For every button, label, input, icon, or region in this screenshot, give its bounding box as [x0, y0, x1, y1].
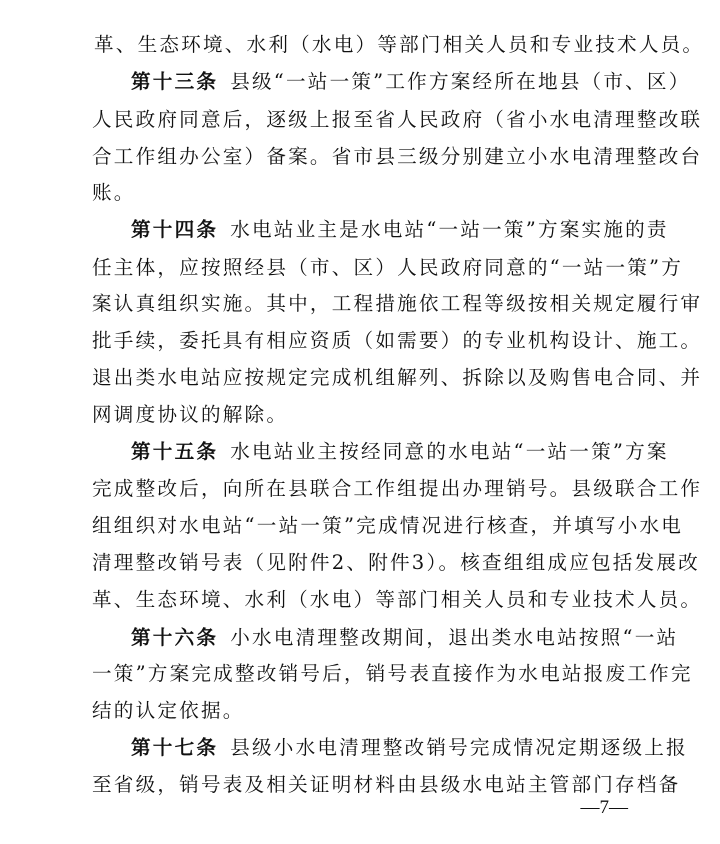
article-15-line: [131, 440, 669, 464]
text-line: 组组织对水电站“一站一策”完成情况进行核查，并填写小水电: [92, 514, 684, 537]
article-13-title: 第十三条: [131, 70, 219, 93]
text-line: 清理整改销号表（见附件2、附件3）。核查组组成应包括发展改: [92, 551, 700, 574]
page-number: —7—: [580, 797, 628, 818]
text-line: 批手续，委托具有相应资质（如需要）的专业机构设计、施工。: [92, 329, 703, 352]
text-line: 人民政府同意后，逐级上报至省人民政府（省小水电清理整改联: [92, 108, 703, 131]
article-14-title: 第十四条: [131, 218, 219, 241]
article-16-text: 小水电清理整改期间，退出类水电站按照“一站: [230, 626, 679, 649]
text-line: 退出类水电站应按规定完成机组解列、拆除以及购售电合同、并: [92, 366, 703, 389]
text-line: 完成整改后，向所在县联合工作组提出办理销号。县级联合工作: [92, 477, 703, 500]
text-line: 革、生态环境、水利（水电）等部门相关人员和专业技术人员。: [94, 33, 705, 56]
article-14-text: 水电站业主是水电站“一站一策”方案实施的责: [230, 218, 669, 241]
article-15-text: 水电站业主按经同意的水电站“一站一策”方案: [230, 440, 669, 463]
article-17-title: 第十七条: [131, 736, 219, 759]
text-line: 案认真组织实施。其中，工程措施依工程等级按相关规定履行审: [92, 292, 703, 315]
text-line: 合工作组办公室）备案。省市县三级分别建立小水电清理整改台: [92, 145, 703, 168]
article-13-text: 县级“一站一策”工作方案经所在地县（市、区）: [230, 70, 691, 93]
article-16-title: 第十六条: [131, 626, 219, 649]
article-17-text: 县级小水电清理整改销号完成情况定期逐级上报: [230, 736, 688, 759]
text-line: 网调度协议的解除。: [92, 403, 289, 426]
text-line: 至省级，销号表及相关证明材料由县级水电站主管部门存档备: [92, 773, 681, 796]
text-line: 任主体，应按照经县（市、区）人民政府同意的“一站一策”方: [92, 256, 684, 279]
article-15-title: 第十五条: [131, 440, 219, 463]
text-line: 账。: [92, 181, 136, 204]
article-17-line: [131, 736, 688, 760]
article-14-line: [131, 218, 669, 242]
text-line: 结的认定依据。: [92, 699, 245, 722]
text-line: 一策”方案完成整改销号后，销号表直接作为水电站报废工作完: [92, 662, 693, 685]
text-line: 革、生态环境、水利（水电）等部门相关人员和专业技术人员。: [92, 588, 703, 611]
article-16-line: [131, 626, 679, 650]
article-13-line: [131, 70, 691, 94]
